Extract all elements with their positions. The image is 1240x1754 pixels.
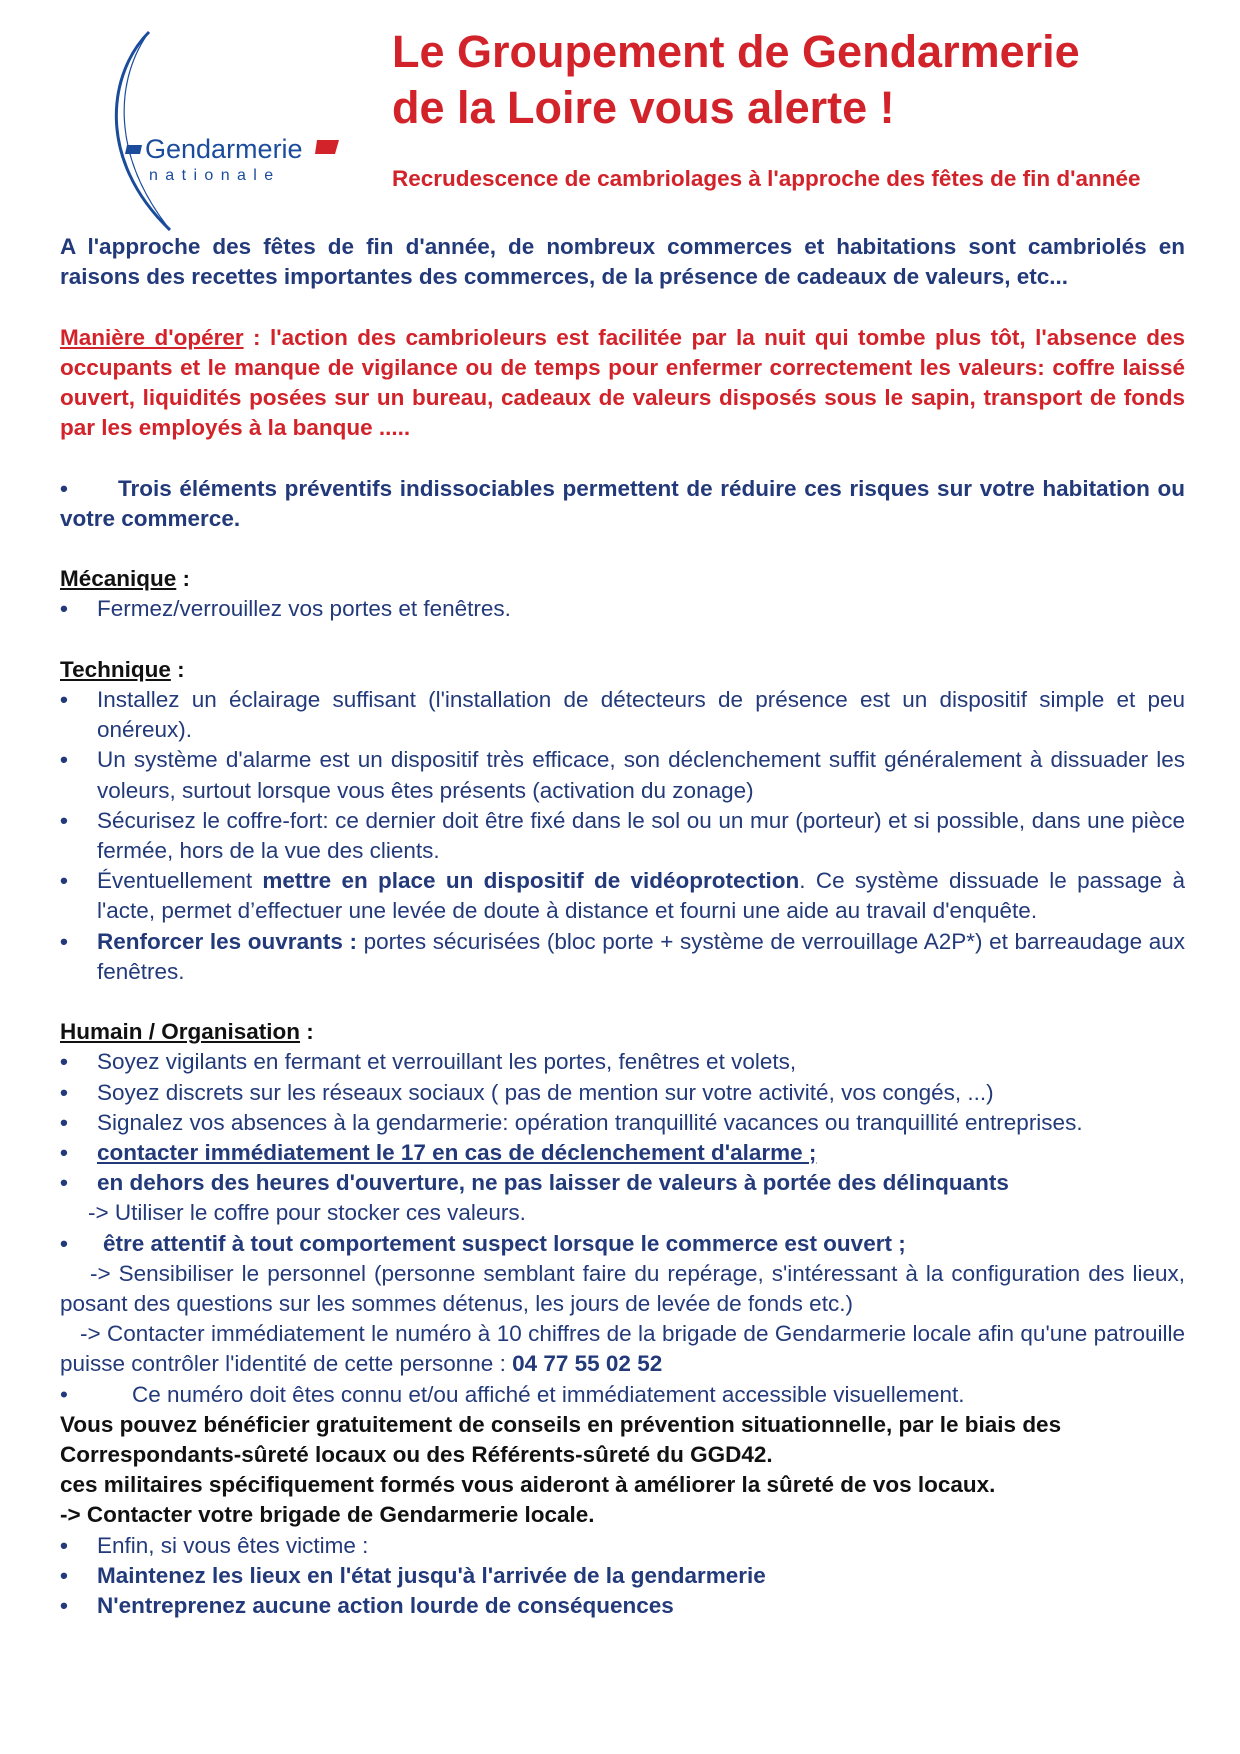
logo-word-nationale: nationale: [149, 167, 281, 184]
bullet-icon: •: [60, 475, 68, 501]
heading-label: Technique: [60, 656, 171, 682]
phone-number: 04 77 55 02 52: [512, 1351, 663, 1377]
conseils-line-2: ces militaires spécifiquement formés vous aideront à améliorer la sûreté de vos locaux.: [60, 1472, 996, 1498]
list-item: • Signalez vos absences à la gendarmerie: opération tranquillité vacances ou tranquillité entreprises.: [60, 1108, 1185, 1138]
logo-arc-icon: [105, 30, 350, 235]
section-heading-humain: [60, 1017, 1185, 1047]
conseils-line-1: Vous pouvez bénéficier gratuitement de conseils en prévention situationnelle, par le biais des Correspondants-sûreté locaux ou des Référents-sûreté du GGD42.: [60, 1411, 1062, 1468]
list-item-attentif: [60, 1229, 1185, 1259]
heading-label: Mécanique: [60, 566, 177, 592]
list-item-video: [60, 866, 1185, 926]
preventive-text: Trois éléments préventifs indissociables permettent de réduire ces risques sur votre habitation ou votre commerce.: [60, 475, 1185, 531]
gendarmerie-logo: [105, 30, 350, 235]
list-item-contact-17: • contacter immédiatement le 17 en cas de déclenchement d'alarme ;: [60, 1138, 1185, 1168]
list-item: • Sécurisez le coffre-fort: ce dernier doit être fixé dans le sol ou un mur (porteur) et si possible, dans une pièce fermée, hors de la vue des clients.: [60, 806, 1185, 866]
contacter-line: [60, 1319, 1185, 1379]
ouvrants-post: portes sécurisées (bloc porte + système de verrouillage A2P*) et barreaudage aux fenêtres.: [97, 928, 1185, 984]
list-item: • Soyez vigilants en fermant et verrouillant les portes, fenêtres et volets,: [60, 1047, 1185, 1077]
modus-paragraph: [60, 323, 1185, 444]
document-body: [60, 232, 1185, 1621]
intro-paragraph: A l'approche des fêtes de fin d'année, de nombreux commerces et habitations sont cambriolés en raisons des recettes importantes des commerces, de la présence de cadeaux de valeurs, etc...: [60, 234, 1185, 290]
sensibiliser-line: [60, 1259, 1185, 1319]
list-item: • Un système d'alarme est un dispositif très efficace, son déclenchement suffit généralement à dissuader les voleurs, surtout lorsque vous êtes présents (activation du zonage): [60, 745, 1185, 805]
contacter-text: -> Contacter immédiatement le numéro à 10 chiffres de la brigade de Gendarmerie locale afin qu'une patrouille puisse contrôler l'identité de cette personne :: [60, 1321, 1185, 1377]
coffre-line: -> Utiliser le coffre pour stocker ces valeurs.: [88, 1200, 526, 1226]
list-item: • Soyez discrets sur les réseaux sociaux ( pas de mention sur votre activité, vos congés, ...): [60, 1078, 1185, 1108]
numero-bullet: [60, 1380, 1185, 1410]
ouvrants-bold: Renforcer les ouvrants :: [97, 928, 357, 954]
logo-word-gendarmerie: Gendarmerie: [145, 134, 303, 164]
list-item: • Fermez/verrouillez vos portes et fenêtres.: [60, 594, 1185, 624]
video-pre: Éventuellement: [97, 868, 263, 894]
section-heading-technique: [60, 655, 1185, 685]
page-subtitle: Recrudescence de cambriolages à l'approche des fêtes de fin d'année: [392, 166, 1141, 191]
modus-label: Manière d'opérer: [60, 324, 244, 350]
bullet-icon: •: [60, 1381, 68, 1407]
attentif-text: être attentif à tout comportement suspect lorsque le commerce est ouvert ;: [103, 1230, 906, 1256]
list-item-ouvrants: [60, 927, 1185, 987]
list-item: • Installez un éclairage suffisant (l'installation de détecteurs de présence est un dispositif simple et peu onéreux).: [60, 685, 1185, 745]
title-line-2: de la Loire vous alerte !: [392, 82, 895, 133]
heading-suffix: :: [176, 566, 191, 592]
heading-label: Humain / Organisation: [60, 1019, 301, 1045]
video-bold: mettre en place un dispositif de vidéoprotection: [262, 868, 800, 894]
page-title: [392, 24, 1080, 136]
preventive-bullet: [60, 474, 1185, 534]
list-item: • Maintenez les lieux en l'état jusqu'à l'arrivée de la gendarmerie: [60, 1561, 1185, 1591]
video-post: . Ce système dissuade le passage à l'acte, permet d’effectuer une levée de doute à distance et fourni une aide au travail d'enquête.: [97, 868, 1185, 924]
heading-suffix: :: [300, 1019, 314, 1045]
section-heading-mecanique: [60, 564, 1185, 594]
victime-intro: • Enfin, si vous êtes victime :: [60, 1531, 1185, 1561]
sensibiliser-text: -> Sensibiliser le personnel (personne semblant faire du repérage, s'intéressant à la configuration des lieux, posant des questions sur les sommes détenus, les jours de levée de fonds etc.): [60, 1260, 1185, 1317]
conseils-line-3: -> Contacter votre brigade de Gendarmerie locale.: [60, 1502, 595, 1528]
list-item: • N'entreprenez aucune action lourde de conséquences: [60, 1591, 1185, 1621]
title-line-1: Le Groupement de Gendarmerie: [392, 26, 1080, 77]
numero-text: Ce numéro doit êtes connu et/ou affiché et immédiatement accessible visuellement.: [132, 1381, 965, 1407]
modus-text: : l'action des cambrioleurs est facilitée par la nuit qui tombe plus tôt, l'absence des occupants et le manque de vigilance ou de temps pour enfermer correctement les valeurs: coffre laissé ouvert, liquidités posées sur un bureau, cadeaux de valeurs disposés sous le sapin, transport de fonds par les employés à la banque .....: [60, 324, 1185, 441]
list-item-hors-heures: • en dehors des heures d'ouverture, ne pas laisser de valeurs à portée des délinquants: [60, 1168, 1185, 1198]
heading-suffix: :: [170, 656, 185, 682]
